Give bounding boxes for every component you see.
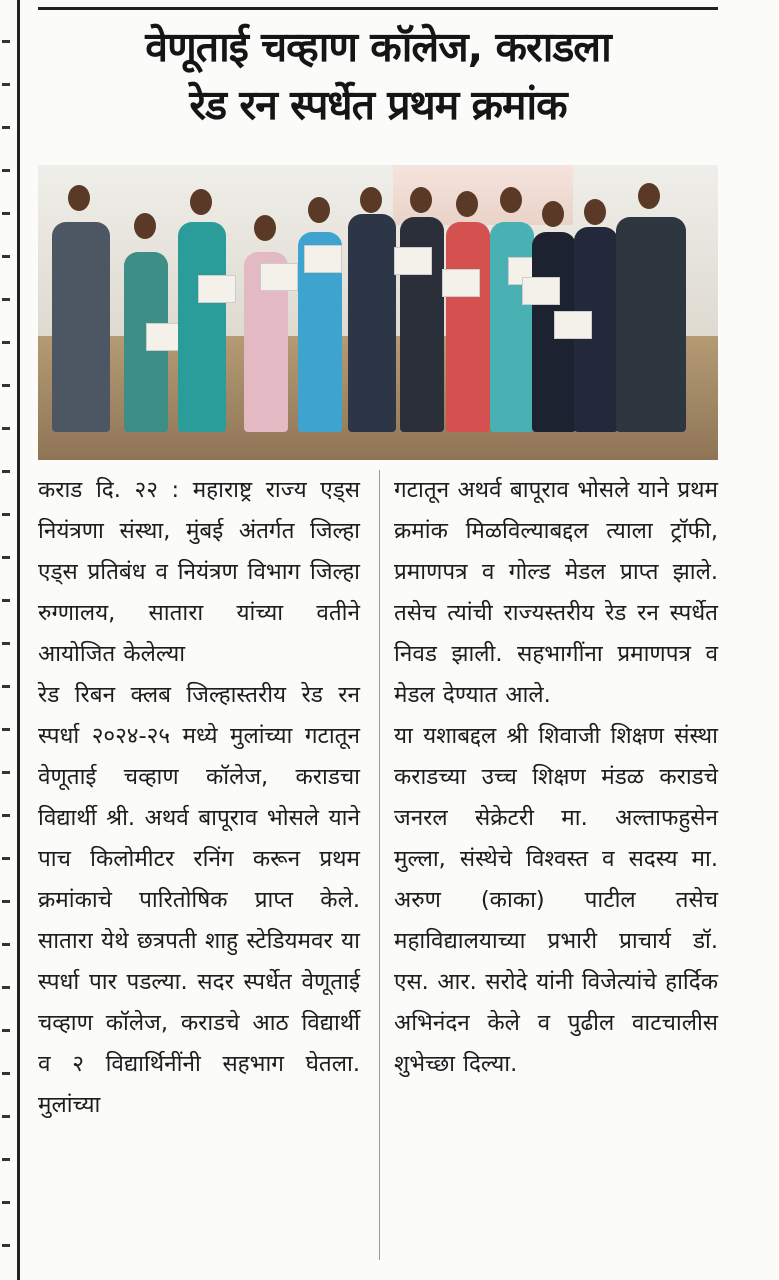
person bbox=[490, 222, 534, 432]
certificate bbox=[554, 311, 592, 339]
person-head bbox=[308, 197, 330, 223]
headline-line-2: रेड रन स्पर्धेत प्रथम क्रमांक bbox=[189, 81, 567, 129]
person-head bbox=[68, 185, 90, 211]
column-divider bbox=[379, 470, 380, 1260]
person-head bbox=[542, 201, 564, 227]
certificate bbox=[304, 245, 342, 273]
person-head bbox=[638, 183, 660, 209]
person bbox=[178, 222, 226, 432]
certificate bbox=[522, 277, 560, 305]
article-column-left bbox=[38, 470, 360, 1126]
top-rule bbox=[38, 7, 718, 10]
certificate bbox=[394, 247, 432, 275]
article-body bbox=[38, 470, 718, 1270]
person-head bbox=[254, 215, 276, 241]
news-photo bbox=[38, 165, 718, 460]
person-head bbox=[584, 199, 606, 225]
certificate bbox=[260, 263, 298, 291]
person bbox=[348, 214, 396, 432]
person bbox=[616, 217, 686, 432]
person-head bbox=[456, 191, 478, 217]
page-edge-dots bbox=[2, 0, 10, 1280]
person-head bbox=[500, 187, 522, 213]
article-paragraph: कराड दि. २२ : महाराष्ट्र राज्य एड्स नियंत्रणा संस्था, मुंबई अंतर्गत जिल्हा एड्स प्रतिबंध व नियंत्रण विभाग जिल्हा रुग्णालय, सातारा यांच्या वतीने आयोजित केलेल्या bbox=[38, 477, 360, 667]
page-edge-rule bbox=[17, 0, 20, 1280]
person bbox=[446, 222, 490, 432]
person-head bbox=[190, 189, 212, 215]
article-paragraph: या यशाबद्दल श्री शिवाजी शिक्षण संस्था कराडच्या उच्च शिक्षण मंडळ कराडचे जनरल सेक्रेटरी मा. अल्ताफहुसेन मुल्ला, संस्थेचे विश्वस्त व सदस्य मा. अरुण (काका) पाटील तसेच महाविद्यालयाच्या प्रभारी प्राचार्य डॉ. एस. आर. सरोदे यांनी विजेत्यांचे हार्दिक अभिनंदन केले व पुढील वाटचालीस शुभेच्छा दिल्या. bbox=[394, 723, 718, 1077]
person-head bbox=[134, 213, 156, 239]
certificate bbox=[198, 275, 236, 303]
article-column-right bbox=[394, 470, 718, 1085]
article-paragraph: रेड रिबन क्लब जिल्हास्तरीय रेड रन स्पर्धा २०२४-२५ मध्ये मुलांच्या गटातून वेणूताई चव्हाण कॉलेज, कराडचा विद्यार्थी श्री. अथर्व बापूराव भोसले याने पाच किलोमीटर रनिंग करून प्रथम क्रमांकाचे पारितोषिक प्राप्त केले. सातारा येथे छत्रपती शाहु स्टेडियमवर या स्पर्धा पार पडल्या. सदर स्पर्धेत वेणूताई चव्हाण कॉलेज, कराडचे आठ विद्यार्थी व २ विद्यार्थिनींनी सहभाग घेतला. मुलांच्या bbox=[38, 682, 360, 1118]
headline-line-1: वेणूताई चव्हाण कॉलेज, कराडला bbox=[145, 23, 611, 71]
headline bbox=[38, 18, 718, 134]
article-paragraph: गटातून अथर्व बापूराव भोसले याने प्रथम क्रमांक मिळविल्याबद्दल त्याला ट्रॉफी, प्रमाणपत्र व गोल्ड मेडल प्राप्त झाले. तसेच त्यांची राज्यस्तरीय रेड रन स्पर्धेत निवड झाली. सहभागींना प्रमाणपत्र व मेडल देण्यात आले. bbox=[394, 477, 718, 708]
certificate bbox=[442, 269, 480, 297]
person-head bbox=[410, 187, 432, 213]
person bbox=[52, 222, 110, 432]
person-head bbox=[360, 187, 382, 213]
